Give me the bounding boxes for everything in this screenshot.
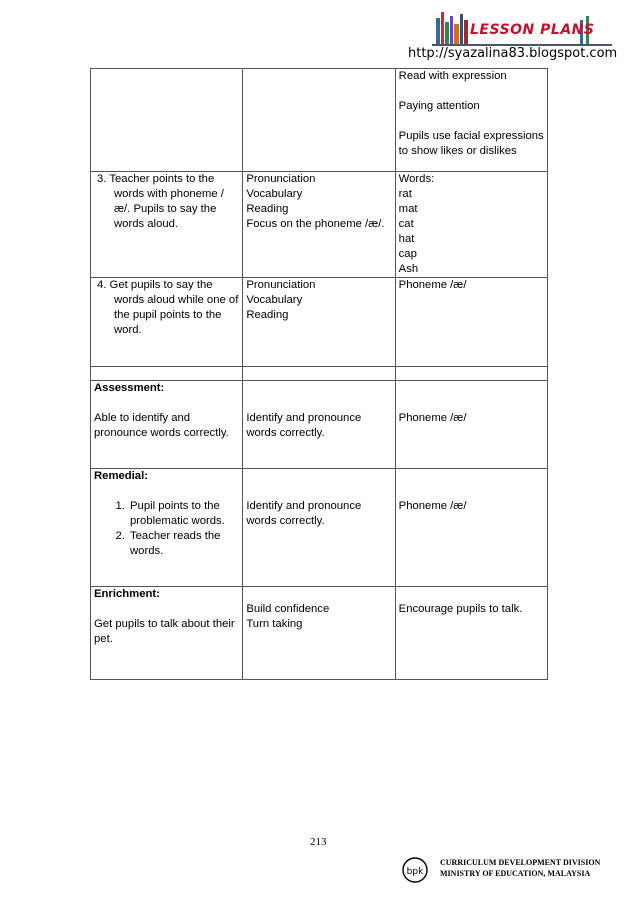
skill-text: Pronunciation — [246, 173, 316, 185]
phoneme-text: Phoneme /æ/ — [398, 279, 467, 291]
word-text: hat — [398, 233, 415, 245]
enrichment-heading: Enrichment: — [94, 588, 160, 600]
activity-text: 4. Get pupils to say the words aloud while one of the pupil points to the word. — [97, 279, 239, 336]
assessment-skill: Identify and pronounce words correctly. — [246, 412, 362, 439]
cell-skills — [243, 172, 395, 278]
bpk-emblem-icon — [401, 856, 429, 884]
remedial-list — [94, 499, 239, 559]
cell-assessment — [91, 381, 243, 469]
table-row — [91, 69, 548, 172]
skill-text: Vocabulary — [246, 188, 303, 200]
word-text: Ash — [398, 263, 419, 275]
cell-words — [395, 172, 547, 278]
logo-text: LESSON PLANS — [470, 22, 595, 38]
word-text: mat — [398, 203, 418, 215]
skill-text: Pronunciation — [246, 279, 316, 291]
cell-enrichment-skill — [243, 587, 395, 680]
word-text: rat — [398, 188, 412, 200]
cell-outcomes — [395, 69, 547, 172]
enrichment-outcome: Encourage pupils to talk. — [398, 603, 523, 615]
cell-skills — [243, 278, 395, 367]
lesson-table — [90, 68, 548, 680]
bpk-logo-text: bpk — [406, 867, 424, 877]
lesson-plans-logo — [430, 8, 615, 50]
word-text: Words: — [398, 173, 435, 185]
table-row — [91, 172, 548, 278]
skill-text: Vocabulary — [246, 294, 303, 306]
enrichment-skill: Turn taking — [246, 618, 303, 630]
page-number: 213 — [310, 836, 327, 848]
word-text: cat — [398, 218, 414, 230]
outcome-text: Paying attention — [398, 100, 480, 112]
list-item: 2. Teacher reads the words. — [128, 529, 239, 559]
table-row — [91, 587, 548, 680]
skill-text: Reading — [246, 309, 289, 321]
cell-assessment-skill — [243, 381, 395, 469]
cell-assessment-phoneme — [395, 381, 547, 469]
remedial-phoneme: Phoneme /æ/ — [398, 500, 467, 512]
skill-text: Reading — [246, 203, 289, 215]
word-text: cap — [398, 248, 417, 260]
footer-line: MINISTRY OF EDUCATION, MALAYSIA — [440, 869, 591, 878]
table-row — [91, 367, 548, 381]
cell-phoneme — [395, 278, 547, 367]
table-row — [91, 381, 548, 469]
outcome-text: Read with expression — [398, 70, 507, 82]
list-item: 1. Pupil points to the problematic words. — [128, 499, 239, 529]
cell-remedial-phoneme — [395, 469, 547, 587]
cell-empty — [91, 367, 243, 381]
cell-enrichment — [91, 587, 243, 680]
table-row — [91, 278, 548, 367]
footer-text — [440, 857, 600, 879]
outcome-text: Pupils use facial expressions to show likes or dislikes — [398, 130, 544, 157]
bpk-logo — [401, 856, 429, 884]
cell-enrichment-outcome — [395, 587, 547, 680]
remedial-heading: Remedial: — [94, 470, 148, 482]
blog-url[interactable]: http://syazalina83.blogspot.com — [408, 46, 618, 61]
activity-text: 3. Teacher points to the words with phoneme /æ/. Pupils to say the words aloud. — [97, 173, 224, 230]
cell-remedial-skill — [243, 469, 395, 587]
cell-empty — [91, 69, 243, 172]
table-row — [91, 469, 548, 587]
assessment-phoneme: Phoneme /æ/ — [398, 412, 467, 424]
enrichment-skill: Build confidence — [246, 603, 330, 615]
cell-activity — [91, 172, 243, 278]
cell-activity — [91, 278, 243, 367]
cell-empty — [395, 367, 547, 381]
assessment-text: Able to identify and pronounce words correctly. — [94, 412, 229, 439]
cell-empty — [243, 69, 395, 172]
cell-remedial — [91, 469, 243, 587]
enrichment-text: Get pupils to talk about their pet. — [94, 618, 235, 645]
footer-line: CURRICULUM DEVELOPMENT DIVISION — [440, 858, 601, 867]
cell-empty — [243, 367, 395, 381]
assessment-heading: Assessment: — [94, 382, 165, 394]
remedial-skill: Identify and pronounce words correctly. — [246, 500, 362, 527]
skill-text: Focus on the phoneme /æ/. — [246, 218, 385, 230]
